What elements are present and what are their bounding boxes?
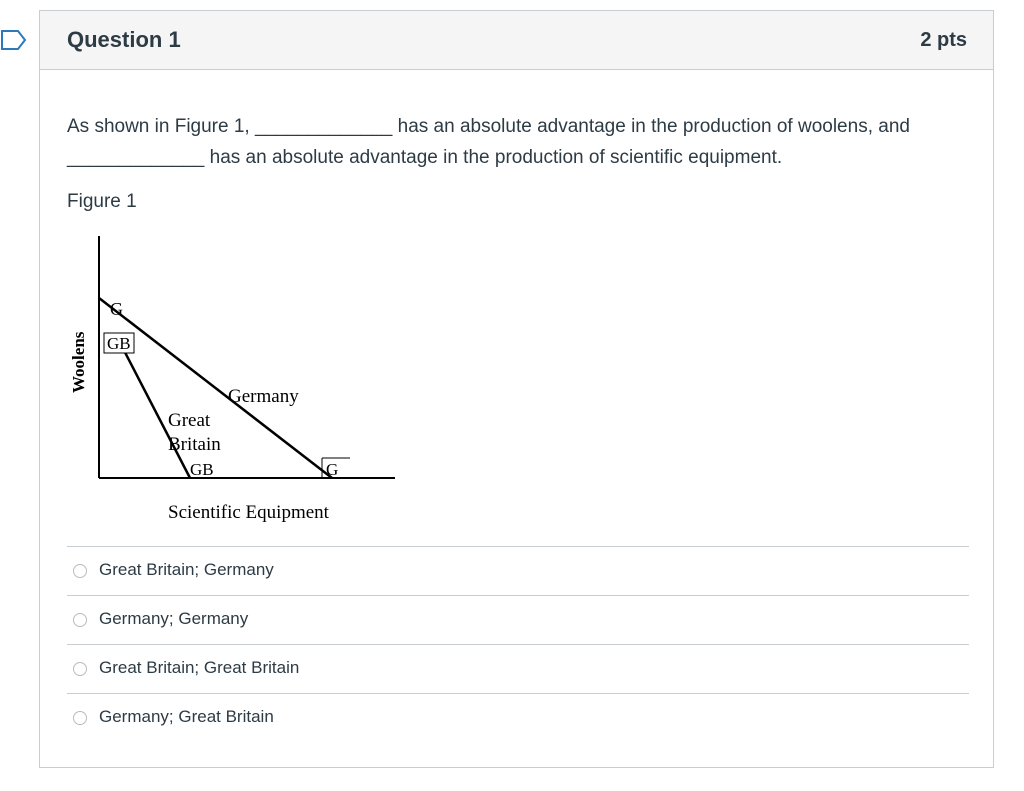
answer-label[interactable]: Germany; Great Britain xyxy=(99,707,274,726)
answer-option-2[interactable] xyxy=(67,595,969,644)
answer-option-1[interactable] xyxy=(67,546,969,595)
gb-x-intercept-label: GB xyxy=(190,460,214,479)
answer-option-4[interactable] xyxy=(67,693,969,742)
answer-label[interactable]: Germany; Germany xyxy=(99,609,249,628)
germany-y-intercept-label: G xyxy=(110,299,123,319)
question-card xyxy=(39,10,994,768)
radio-button[interactable] xyxy=(73,613,87,627)
answer-label[interactable]: Great Britain; Great Britain xyxy=(99,658,300,677)
radio-button[interactable] xyxy=(73,564,87,578)
question-title: Question 1 xyxy=(67,27,181,52)
gb-y-intercept-label: GB xyxy=(107,334,131,353)
gb-line-label-1: Great xyxy=(168,410,211,431)
ppf-figure xyxy=(60,233,420,533)
answer-list xyxy=(67,546,969,742)
x-axis-label: Scientific Equipment xyxy=(168,502,329,523)
germany-x-intercept-label: G xyxy=(326,460,339,479)
question-text: As shown in Figure 1, _____________ has an absolute advantage in the production of woolens, and _____________ has an absolute advantage in the production of scientific equipment. xyxy=(67,116,910,168)
radio-button[interactable] xyxy=(73,711,87,725)
gb-line-label-2: Britain xyxy=(168,434,221,455)
radio-button[interactable] xyxy=(73,662,87,676)
gb-ppf-line xyxy=(115,333,190,478)
figure-label: Figure 1 xyxy=(67,191,137,212)
question-flag-icon[interactable] xyxy=(0,29,28,51)
y-axis-label: Woolens xyxy=(69,331,88,393)
germany-line-label: Germany xyxy=(228,386,299,407)
answer-label[interactable]: Great Britain; Germany xyxy=(99,560,274,579)
answer-option-3[interactable] xyxy=(67,644,969,693)
question-header xyxy=(40,11,993,70)
question-points: 2 pts xyxy=(920,29,967,51)
